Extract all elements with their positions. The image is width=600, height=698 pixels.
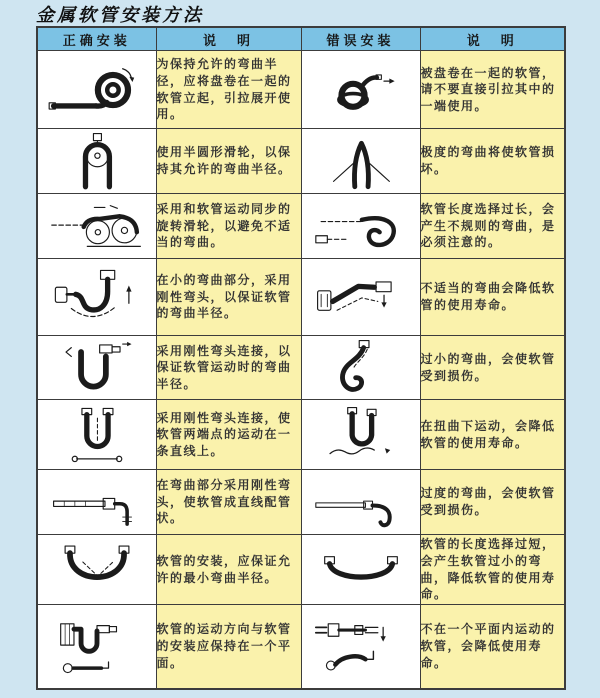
extreme-bend-hose-icon — [304, 130, 418, 192]
header-correct-description: 说 明 — [156, 27, 301, 51]
correct-image-cell — [37, 605, 156, 689]
correct-image-cell — [37, 470, 156, 535]
correct-desc-cell: 软管的运动方向与软管的安装应保持在一个平面。 — [156, 605, 301, 689]
improper-bend-hose-icon — [304, 266, 418, 328]
correct-image-cell — [37, 129, 156, 194]
installation-table — [36, 26, 566, 690]
wrong-image-cell — [301, 129, 420, 194]
wrong-image-cell — [301, 336, 420, 400]
correct-image-cell — [37, 194, 156, 259]
wrong-desc-cell: 不适当的弯曲会降低软管的使用寿命。 — [420, 259, 565, 336]
header-wrong-description: 说 明 — [420, 27, 565, 51]
wrong-image-cell — [301, 400, 420, 470]
correct-image-cell — [37, 535, 156, 605]
header-wrong-install: 错误安装 — [301, 27, 420, 51]
rigid-elbow-straight-line-motion-icon — [40, 404, 154, 466]
rigid-elbow-moving-hose-icon — [40, 337, 154, 399]
flat-coil-pulled-end-hose-icon — [304, 59, 418, 121]
too-small-bend-hose-icon — [304, 337, 418, 399]
correct-desc-cell: 在小的弯曲部分，采用刚性弯头，以保证软管的弯曲半径。 — [156, 259, 301, 336]
wrong-desc-cell: 过度的弯曲，会使软管受到损伤。 — [420, 470, 565, 535]
correct-desc-cell: 采用刚性弯头连接，使软管两端点的运动在一条直线上。 — [156, 400, 301, 470]
out-of-plane-motion-hose-icon — [304, 615, 418, 677]
table-row — [37, 470, 565, 535]
upright-coil-unrolled-hose-icon — [40, 59, 154, 121]
correct-image-cell — [37, 51, 156, 129]
correct-image-cell — [37, 400, 156, 470]
correct-desc-cell: 采用和软管运动同步的旋转滑轮，以避免不适当的弯曲。 — [156, 194, 301, 259]
synchronized-rotating-pulley-icon — [40, 195, 154, 257]
overlong-irregular-bend-hose-icon — [304, 195, 418, 257]
wrong-desc-cell: 在扭曲下运动，会降低软管的使用寿命。 — [420, 400, 565, 470]
correct-image-cell — [37, 259, 156, 336]
wrong-desc-cell: 不在一个平面内运动的软管，会降低使用寿命。 — [420, 605, 565, 689]
semicircular-pulley-hose-icon — [40, 130, 154, 192]
same-plane-motion-trap-hose-icon — [40, 615, 154, 677]
wrong-image-cell — [301, 535, 420, 605]
wrong-image-cell — [301, 470, 420, 535]
wrong-image-cell — [301, 605, 420, 689]
wrong-desc-cell: 极度的弯曲将使软管损坏。 — [420, 129, 565, 194]
wrong-desc-cell: 软管长度选择过长，会产生不规则的弯曲，是必须注意的。 — [420, 194, 565, 259]
correct-desc-cell: 在弯曲部分采用刚性弯头，使软管成直线配管状。 — [156, 470, 301, 535]
table-row — [37, 194, 565, 259]
wrong-desc-cell: 软管的长度选择过短，会产生软管过小的弯曲，降低软管的使用寿命。 — [420, 535, 565, 605]
header-correct-install: 正确安装 — [37, 27, 156, 51]
table-row — [37, 535, 565, 605]
twisted-motion-hose-icon — [304, 404, 418, 466]
correct-desc-cell: 软管的安装，应保证允许的最小弯曲半径。 — [156, 535, 301, 605]
correct-image-cell — [37, 336, 156, 400]
wrong-desc-cell: 过小的弯曲，会使软管受到损伤。 — [420, 336, 565, 400]
wrong-image-cell — [301, 51, 420, 129]
straight-piping-rigid-elbow-icon — [40, 471, 154, 533]
minimum-bend-radius-u-hose-icon — [40, 539, 154, 601]
table-row — [37, 259, 565, 336]
too-short-shallow-bend-hose-icon — [304, 539, 418, 601]
table-row — [37, 336, 565, 400]
wrong-image-cell — [301, 259, 420, 336]
page-title: 金属软管安装方法 — [36, 5, 204, 25]
table-row — [37, 605, 565, 689]
wrong-image-cell — [301, 194, 420, 259]
wrong-desc-cell: 被盘卷在一起的软管，请不要直接引拉其中的一端使用。 — [420, 51, 565, 129]
correct-desc-cell: 为保持允许的弯曲半径，应将盘卷在一起的软管立起，引拉展开使用。 — [156, 51, 301, 129]
table-row — [37, 400, 565, 470]
correct-desc-cell: 采用刚性弯头连接，以保证软管运动时的弯曲半径。 — [156, 336, 301, 400]
rigid-elbow-small-bend-icon — [40, 266, 154, 328]
table-row — [37, 129, 565, 194]
correct-desc-cell: 使用半圆形滑轮，以保持其允许的弯曲半径。 — [156, 129, 301, 194]
table-row — [37, 51, 565, 129]
excessive-end-bend-hose-icon — [304, 471, 418, 533]
header-row — [37, 27, 565, 51]
